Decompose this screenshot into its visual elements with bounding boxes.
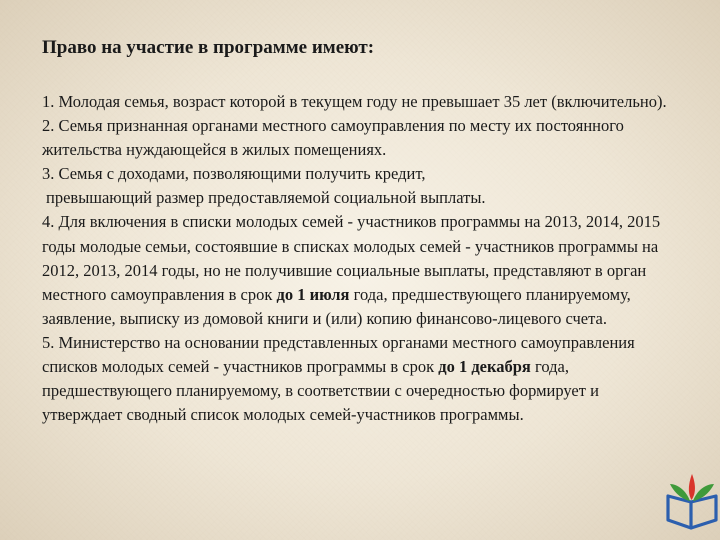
logo-book-left — [668, 496, 691, 528]
logo-flame — [689, 474, 695, 500]
list-item-5-deadline: до 1 декабря — [438, 357, 531, 377]
list-item-5-text-b: года, предшествующего планируемому, в соответствии с очередностью формирует и утверждает сводный список молодых семей-участников программы. — [42, 357, 599, 425]
logo-book-right — [691, 496, 716, 528]
list-item-4-text-b: года, предшествующего планируемому, заявление, выписку из домовой книги и (или) копию финансово-лицевого счета. — [42, 284, 631, 328]
list-item-2: 2. Семья признанная органами местного самоуправления по месту их постоянного жительства нуждающейся в жилых помещениях. — [42, 116, 624, 160]
page-title: Право на участие в программе имеют: — [42, 37, 375, 58]
list-item-4 — [42, 210, 682, 330]
eligibility-list — [42, 90, 682, 427]
list-item-4-text-a: 4. Для включения в списки молодых семей - участников программы на 2013, 2014, 2015 годы молодые семьи, состоявшие в списках молодых семей - участников программы на 2012, 2013, 2014 годы, но не получившие социальные выплаты, представляют в орган местного самоуправления в срок — [42, 212, 661, 304]
union-logo-icon — [664, 470, 720, 530]
list-item-5-text-a: 5. Министерство на основании представленных органами местного самоуправления списков молодых семей - участников программы в срок — [42, 332, 635, 377]
list-item-4-deadline: до 1 июля — [276, 284, 350, 304]
list-item-3-line-2: превышающий размер предоставляемой социальной выплаты. — [46, 188, 486, 208]
slide-content — [42, 36, 682, 427]
list-item-1: 1. Молодая семья, возраст которой в текущем году не превышает 35 лет (включительно). — [42, 92, 667, 111]
list-item-3-line-1: 3. Семья с доходами, позволяющими получить кредит, — [42, 164, 426, 184]
list-item-5 — [42, 331, 682, 427]
